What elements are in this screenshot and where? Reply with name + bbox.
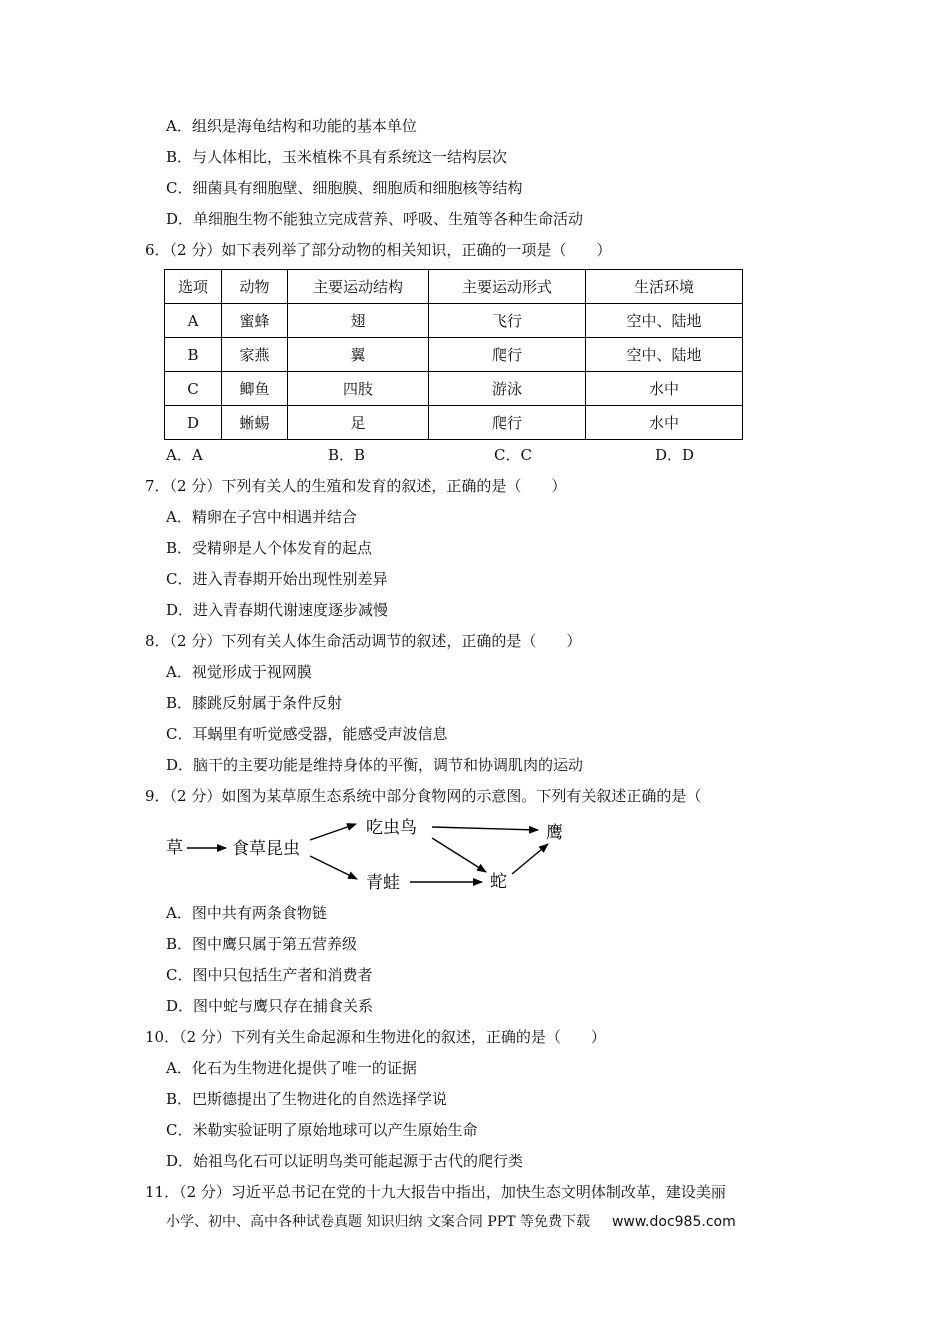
table-cell: 游泳: [429, 372, 586, 406]
q7-option-c: C．进入青春期开始出现性别差异: [166, 570, 388, 588]
q6-answer-c: C．C: [494, 446, 532, 464]
q10-stem: 10．（2 分）下列有关生命起源和生物进化的叙述，正确的是（ ）: [145, 1028, 606, 1046]
page-footer: [166, 1212, 736, 1232]
q6-table: [164, 269, 743, 440]
footer-url[interactable]: www.doc985.com: [611, 1214, 736, 1230]
table-cell: 爬行: [429, 406, 586, 440]
arrow-insect-to-bird: [310, 824, 356, 840]
q11-stem: 11．（2 分）习近平总书记在党的十九大报告中指出，加快生态文明体制改革，建设美丽: [145, 1183, 726, 1201]
q5-option-a: A．组织是海龟结构和功能的基本单位: [166, 117, 417, 135]
q6-answer-d: D．D: [655, 446, 695, 464]
q9-stem: 9．（2 分）如图为某草原生态系统中部分食物网的示意图。下列有关叙述正确的是（: [145, 787, 702, 805]
table-cell: C: [165, 372, 222, 406]
q5-option-c: C．细菌具有细胞壁、细胞膜、细胞质和细胞核等结构: [166, 179, 523, 197]
arrow-bird-to-snake: [432, 838, 486, 872]
q10-option-b: B．巴斯德提出了生物进化的自然选择学说: [166, 1090, 448, 1108]
table-row: [165, 372, 743, 406]
q9-option-c: C．图中只包括生产者和消费者: [166, 966, 373, 984]
table-header-cell: 主要运动形式: [429, 270, 586, 304]
food-web-diagram: [160, 812, 580, 896]
table-row: [165, 304, 743, 338]
arrow-snake-to-eagle: [512, 844, 548, 874]
table-header-cell: 主要运动结构: [288, 270, 429, 304]
q8-option-b: B．膝跳反射属于条件反射: [166, 694, 343, 712]
q8-option-a: A．视觉形成于视网膜: [166, 663, 312, 681]
table-cell: 水中: [586, 372, 743, 406]
table-cell: 足: [288, 406, 429, 440]
q7-option-b: B．受精卵是人个体发育的起点: [166, 539, 373, 557]
table-header-cell: 选项: [165, 270, 222, 304]
q7-option-d: D．进入青春期代谢速度逐步减慢: [166, 601, 389, 619]
q8-stem: 8．（2 分）下列有关人体生命活动调节的叙述，正确的是（ ）: [145, 632, 582, 650]
arrow-bird-to-eagle: [432, 827, 538, 830]
table-cell: 鲫鱼: [222, 372, 288, 406]
table-cell: 蜥蜴: [222, 406, 288, 440]
q6-stem: 6．（2 分）如下表列举了部分动物的相关知识，正确的一项是（ ）: [145, 241, 612, 259]
table-header-cell: 生活环境: [586, 270, 743, 304]
table-row: [165, 338, 743, 372]
node-grass: 草: [166, 838, 183, 858]
q10-option-c: C．米勒实验证明了原始地球可以产生原始生命: [166, 1121, 478, 1139]
q6-answer-a: A．A: [166, 446, 203, 464]
q10-option-a: A．化石为生物进化提供了唯一的证据: [166, 1059, 417, 1077]
node-herbivorous-insect: 食草昆虫: [232, 839, 300, 859]
table-row: [165, 406, 743, 440]
q6-answer-b: B．B: [328, 446, 366, 464]
table-cell: 翼: [288, 338, 429, 372]
q5-option-d: D．单细胞生物不能独立完成营养、呼吸、生殖等各种生命活动: [166, 210, 584, 228]
q8-option-c: C．耳蜗里有听觉感受器，能感受声波信息: [166, 725, 448, 743]
table-cell: 蜜蜂: [222, 304, 288, 338]
table-cell: 家燕: [222, 338, 288, 372]
q7-stem: 7．（2 分）下列有关人的生殖和发育的叙述，正确的是（ ）: [145, 477, 567, 495]
q7-option-a: A．精卵在子宫中相遇并结合: [166, 508, 357, 526]
node-eagle: 鹰: [546, 823, 563, 843]
q5-option-b: B．与人体相比，玉米植株不具有系统这一结构层次: [166, 148, 508, 166]
table-cell: D: [165, 406, 222, 440]
table-cell: 空中、陆地: [586, 338, 743, 372]
table-cell: 水中: [586, 406, 743, 440]
q10-option-d: D．始祖鸟化石可以证明鸟类可能起源于古代的爬行类: [166, 1152, 524, 1170]
table-cell: B: [165, 338, 222, 372]
table-header-cell: 动物: [222, 270, 288, 304]
node-snake: 蛇: [490, 872, 507, 892]
table-cell: 四肢: [288, 372, 429, 406]
q9-option-b: B．图中鹰只属于第五营养级: [166, 935, 358, 953]
q8-option-d: D．脑干的主要功能是维持身体的平衡，调节和协调肌肉的运动: [166, 756, 584, 774]
q9-option-d: D．图中蛇与鹰只存在捕食关系: [166, 997, 374, 1015]
table-cell: 翅: [288, 304, 429, 338]
node-insectivorous-bird: 吃虫鸟: [366, 818, 417, 838]
table-cell: 飞行: [429, 304, 586, 338]
table-cell: 爬行: [429, 338, 586, 372]
table-cell: A: [165, 304, 222, 338]
table-cell: 空中、陆地: [586, 304, 743, 338]
q9-option-a: A．图中共有两条食物链: [166, 904, 327, 922]
arrow-insect-to-frog: [310, 856, 357, 879]
node-frog: 青蛙: [366, 873, 400, 893]
footer-text: 小学、初中、高中各种试卷真题 知识归纳 文案合同 PPT 等免费下载: [166, 1214, 590, 1230]
table-header-row: [165, 270, 743, 304]
